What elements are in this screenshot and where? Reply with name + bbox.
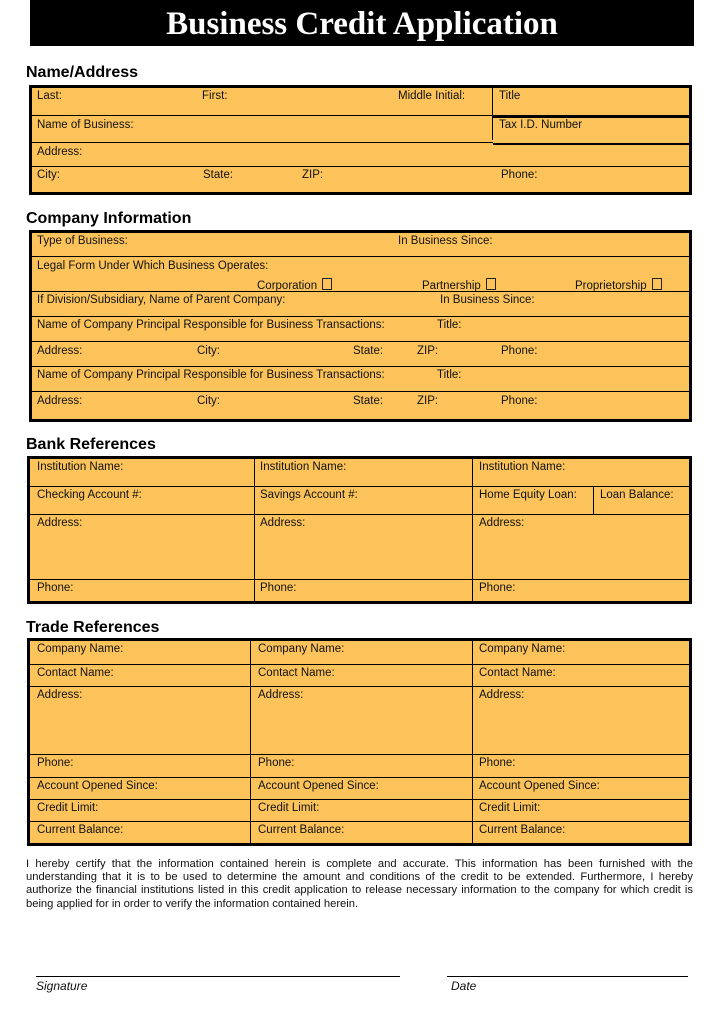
address-field[interactable]: Address: bbox=[37, 146, 83, 158]
zip-field[interactable]: ZIP: bbox=[302, 169, 324, 181]
principal-2-city-field[interactable]: City: bbox=[197, 395, 220, 407]
proprietorship-label: Proprietorship bbox=[575, 280, 647, 292]
trade-2-phone-field[interactable]: Phone: bbox=[258, 757, 295, 769]
trade-3-contact-field[interactable]: Contact Name: bbox=[479, 667, 556, 679]
trade-3-account-opened-field[interactable]: Account Opened Since: bbox=[479, 780, 600, 792]
tax-id-field[interactable]: Tax I.D. Number bbox=[499, 119, 583, 131]
trade-2-account-opened-field[interactable]: Account Opened Since: bbox=[258, 780, 379, 792]
parent-company-field[interactable]: If Division/Subsidiary, Name of Parent Company: bbox=[37, 294, 286, 306]
bank-row-accounts bbox=[30, 487, 689, 515]
trade-1-account-opened-field[interactable]: Account Opened Since: bbox=[37, 780, 158, 792]
row-principal-2 bbox=[32, 367, 689, 392]
home-equity-loan-field[interactable]: Home Equity Loan: bbox=[479, 489, 577, 501]
bank-2-institution-field[interactable]: Institution Name: bbox=[260, 461, 347, 473]
phone-field[interactable]: Phone: bbox=[501, 169, 538, 181]
tax-id-cell bbox=[493, 116, 689, 145]
trade-1-credit-limit-field[interactable]: Credit Limit: bbox=[37, 802, 99, 814]
row-business-name bbox=[32, 116, 493, 143]
bank-3-institution-field[interactable]: Institution Name: bbox=[479, 461, 566, 473]
partnership-option[interactable] bbox=[422, 278, 496, 292]
trade-2-credit-limit-field[interactable]: Credit Limit: bbox=[258, 802, 320, 814]
corporation-checkbox[interactable] bbox=[322, 278, 332, 290]
bank-references-box bbox=[27, 456, 692, 604]
trade-references-box bbox=[27, 638, 692, 846]
business-name-field[interactable]: Name of Business: bbox=[37, 119, 134, 131]
loan-balance-field[interactable]: Loan Balance: bbox=[600, 489, 674, 501]
form-title: Business Credit Application bbox=[30, 0, 694, 46]
trade-1-phone-field[interactable]: Phone: bbox=[37, 757, 74, 769]
principal-2-zip-field[interactable]: ZIP: bbox=[417, 395, 439, 407]
trade-1-address-field[interactable]: Address: bbox=[37, 689, 83, 701]
in-business-since-field[interactable]: In Business Since: bbox=[398, 235, 493, 247]
certification-text: I hereby certify that the information contained herein is complete and accurate. This information has been furnished with the understanding that it is to be used to determine the amount and conditions of the credit to be extended. Furthermore, I hereby authorize the financial institutions listed in this credit application to release necessary information to the company for which credit is being applied for in order to verify the information contained herein. bbox=[26, 858, 693, 910]
bank-1-institution-field[interactable]: Institution Name: bbox=[37, 461, 124, 473]
section-title-trade: Trade References bbox=[26, 619, 160, 636]
bank-row-institution bbox=[30, 459, 689, 487]
bank-1-phone-field[interactable]: Phone: bbox=[37, 582, 74, 594]
last-name-field[interactable]: Last: bbox=[37, 90, 62, 102]
loan-divider bbox=[593, 487, 594, 514]
bank-row-phone bbox=[30, 580, 689, 601]
row-legal-form bbox=[32, 257, 689, 292]
company-info-box bbox=[29, 230, 692, 422]
principal-2-address-field[interactable]: Address: bbox=[37, 395, 83, 407]
signature-line[interactable] bbox=[36, 976, 400, 977]
principal-2-phone-field[interactable]: Phone: bbox=[501, 395, 538, 407]
row-type-of-business bbox=[32, 233, 689, 257]
principal-1-zip-field[interactable]: ZIP: bbox=[417, 345, 439, 357]
trade-row-company bbox=[30, 641, 689, 665]
bank-1-address-field[interactable]: Address: bbox=[37, 517, 83, 529]
trade-row-contact bbox=[30, 665, 689, 687]
trade-3-company-field[interactable]: Company Name: bbox=[479, 643, 566, 655]
trade-2-company-field[interactable]: Company Name: bbox=[258, 643, 345, 655]
row-principal-2-address bbox=[32, 392, 689, 419]
date-line[interactable] bbox=[447, 976, 688, 977]
trade-3-credit-limit-field[interactable]: Credit Limit: bbox=[479, 802, 541, 814]
trade-row-account-opened bbox=[30, 778, 689, 800]
principal-2-state-field[interactable]: State: bbox=[353, 395, 384, 407]
trade-row-current-balance bbox=[30, 822, 689, 843]
title-field[interactable]: Title bbox=[499, 90, 521, 102]
trade-2-current-balance-field[interactable]: Current Balance: bbox=[258, 824, 345, 836]
trade-3-current-balance-field[interactable]: Current Balance: bbox=[479, 824, 566, 836]
division-since-field[interactable]: In Business Since: bbox=[440, 294, 535, 306]
principal-1-state-field[interactable]: State: bbox=[353, 345, 384, 357]
row-division bbox=[32, 292, 689, 317]
principal-1-address-field[interactable]: Address: bbox=[37, 345, 83, 357]
principal-1-title-field[interactable]: Title: bbox=[437, 319, 462, 331]
principal-1-field[interactable]: Name of Company Principal Responsible for Business Transactions: bbox=[37, 319, 385, 331]
section-title-name-address: Name/Address bbox=[26, 64, 139, 81]
trade-1-company-field[interactable]: Company Name: bbox=[37, 643, 124, 655]
bank-row-address bbox=[30, 515, 689, 580]
trade-row-phone bbox=[30, 755, 689, 778]
corporation-option[interactable] bbox=[257, 278, 332, 292]
section-title-company: Company Information bbox=[26, 210, 192, 227]
trade-1-current-balance-field[interactable]: Current Balance: bbox=[37, 824, 124, 836]
savings-account-field[interactable]: Savings Account #: bbox=[260, 489, 358, 501]
legal-form-label: Legal Form Under Which Business Operates: bbox=[37, 260, 269, 272]
signature-label: Signature bbox=[36, 979, 88, 993]
section-title-bank: Bank References bbox=[26, 436, 156, 453]
trade-row-credit-limit bbox=[30, 800, 689, 822]
principal-2-title-field[interactable]: Title: bbox=[437, 369, 462, 381]
first-name-field[interactable]: First: bbox=[202, 90, 228, 102]
checking-account-field[interactable]: Checking Account #: bbox=[37, 489, 142, 501]
middle-initial-field[interactable]: Middle Initial: bbox=[398, 90, 466, 102]
partnership-label: Partnership bbox=[422, 280, 481, 292]
state-field[interactable]: State: bbox=[203, 169, 234, 181]
trade-3-phone-field[interactable]: Phone: bbox=[479, 757, 516, 769]
trade-2-contact-field[interactable]: Contact Name: bbox=[258, 667, 335, 679]
proprietorship-checkbox[interactable] bbox=[652, 278, 662, 290]
city-field[interactable]: City: bbox=[37, 169, 60, 181]
name-address-box bbox=[29, 85, 692, 195]
trade-row-address bbox=[30, 687, 689, 755]
title-cell bbox=[493, 88, 689, 118]
partnership-checkbox[interactable] bbox=[486, 278, 496, 290]
trade-3-address-field[interactable]: Address: bbox=[479, 689, 525, 701]
row-principal-1-address bbox=[32, 342, 689, 367]
trade-2-address-field[interactable]: Address: bbox=[258, 689, 304, 701]
bank-3-phone-field[interactable]: Phone: bbox=[479, 582, 516, 594]
trade-1-contact-field[interactable]: Contact Name: bbox=[37, 667, 114, 679]
principal-1-city-field[interactable]: City: bbox=[197, 345, 220, 357]
corporation-label: Corporation bbox=[257, 280, 318, 292]
bank-2-address-field[interactable]: Address: bbox=[260, 517, 306, 529]
type-of-business-field[interactable]: Type of Business: bbox=[37, 235, 128, 247]
principal-2-field[interactable]: Name of Company Principal Responsible for Business Transactions: bbox=[37, 369, 385, 381]
proprietorship-option[interactable] bbox=[575, 278, 662, 292]
bank-3-address-field[interactable]: Address: bbox=[479, 517, 525, 529]
bank-2-phone-field[interactable]: Phone: bbox=[260, 582, 297, 594]
row-principal-1 bbox=[32, 317, 689, 342]
date-label: Date bbox=[451, 979, 477, 993]
row-city bbox=[32, 167, 689, 192]
principal-1-phone-field[interactable]: Phone: bbox=[501, 345, 538, 357]
row-address bbox=[32, 143, 689, 167]
